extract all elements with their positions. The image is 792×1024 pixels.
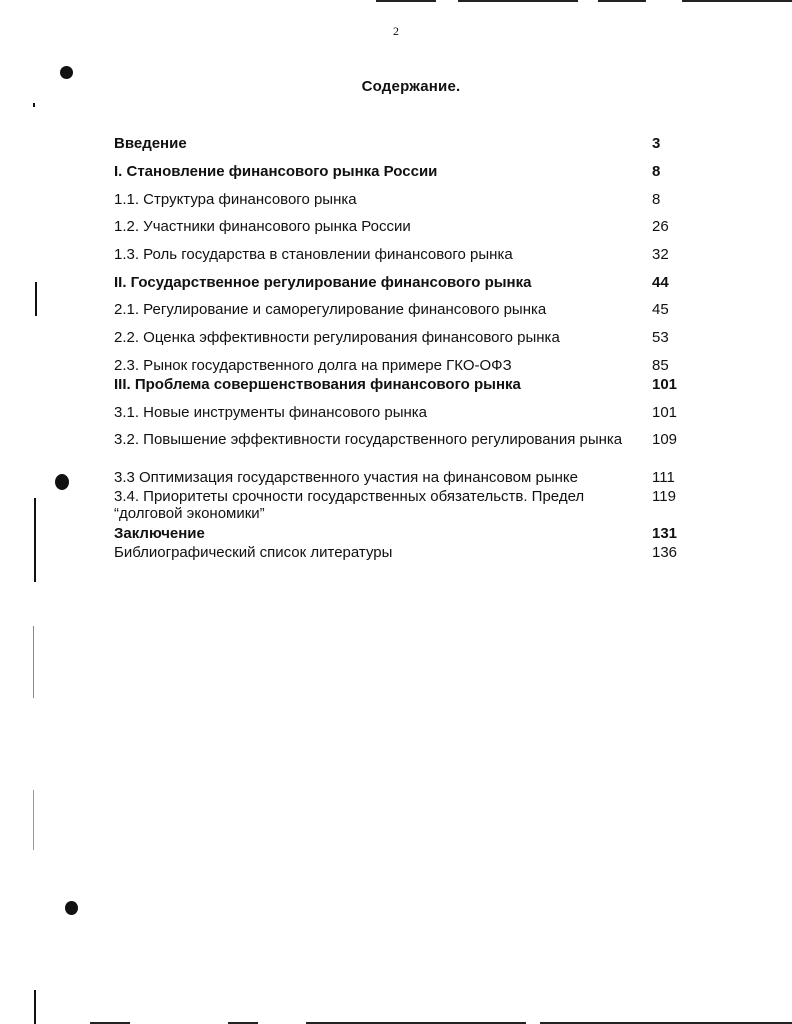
toc-entry-title: 3.3 Оптимизация государственного участия на финансовом рынке bbox=[114, 469, 578, 486]
toc-entry-title: 2.2. Оценка эффективности регулирования финансового рынка bbox=[114, 329, 560, 346]
toc-entry-page: 136 bbox=[652, 544, 678, 561]
toc-entry-page: 32 bbox=[652, 246, 669, 263]
toc-entry-title: 1.1. Структура финансового рынка bbox=[114, 191, 357, 208]
toc-entry-page: 26 bbox=[652, 218, 669, 235]
toc-entry-page: 3 bbox=[652, 135, 661, 152]
toc-entry-title: 2.3. Рынок государственного долга на примере ГКО-ОФЗ bbox=[114, 357, 512, 374]
toc-entry-title: Библиографический список литературы bbox=[114, 544, 393, 561]
toc-entry-page: 44 bbox=[652, 274, 669, 291]
toc-entry-title: Заключение bbox=[114, 525, 205, 542]
toc-entry-title: Введение bbox=[114, 135, 187, 152]
toc-entry-page: 101 bbox=[652, 404, 678, 421]
toc-entry-page: 111 bbox=[652, 469, 675, 486]
toc-entry-title: 1.2. Участники финансового рынка России bbox=[114, 218, 411, 235]
toc-entry-page: 8 bbox=[652, 163, 661, 180]
toc-entry-title: I. Становление финансового рынка России bbox=[114, 163, 438, 180]
toc-entry-page: 119 bbox=[652, 488, 676, 505]
toc-entry-title: 3.1. Новые инструменты финансового рынка bbox=[114, 404, 427, 421]
toc-entry-page: 45 bbox=[652, 301, 669, 318]
toc-entry-page: 109 bbox=[652, 431, 678, 448]
toc-entry-page: 8 bbox=[652, 191, 661, 208]
toc-entry-title: 3.4. Приоритеты срочности государственных обязательств. Предел “долговой экономики” bbox=[114, 488, 585, 522]
toc-entry-page: 131 bbox=[652, 525, 678, 542]
toc-entry-title: 3.2. Повышение эффективности государственного регулирования рынка bbox=[114, 431, 623, 448]
toc-entry-page: 101 bbox=[652, 376, 678, 393]
toc-entry-title: II. Государственное регулирование финансового рынка bbox=[114, 274, 532, 291]
toc-entry-page: 53 bbox=[652, 329, 669, 346]
toc-entry-title: 2.1. Регулирование и саморегулирование финансового рынка bbox=[114, 301, 547, 318]
toc-entry-title: III. Проблема совершенствования финансового рынка bbox=[114, 376, 521, 393]
page-title: Содержание. bbox=[361, 78, 461, 95]
toc-entry-page: 85 bbox=[652, 357, 669, 374]
page-number: 2 bbox=[393, 24, 399, 38]
toc-entry-title: 1.3. Роль государства в становлении финансового рынка bbox=[114, 246, 513, 263]
